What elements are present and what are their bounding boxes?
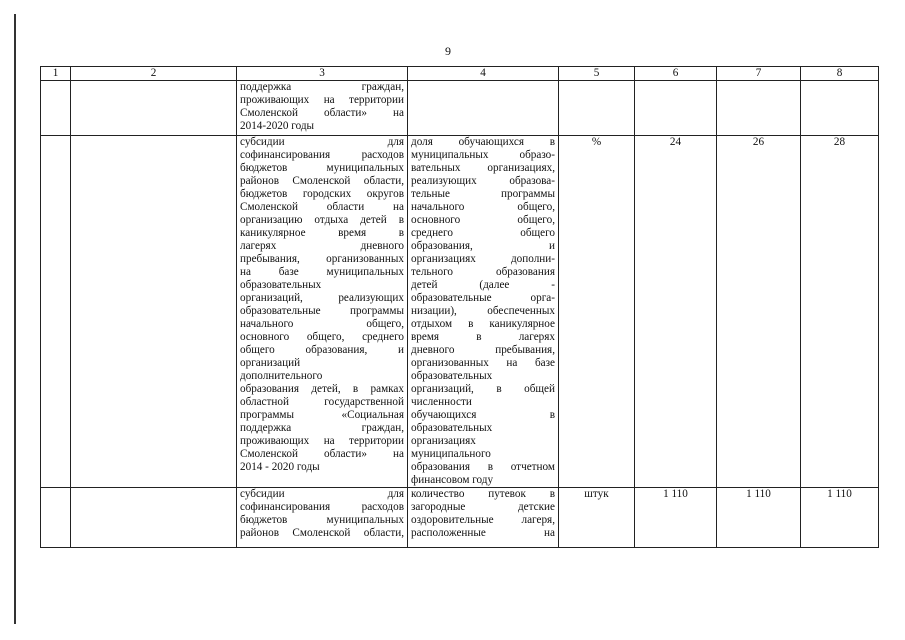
text-line: муниципального (411, 448, 491, 460)
header-col-2: 2 (71, 67, 237, 81)
text-line: лагерях дневного (240, 240, 404, 252)
text-line: организованных на базе (411, 357, 555, 369)
header-col-8: 8 (801, 67, 879, 81)
text-line: образовательных (240, 279, 322, 291)
text-line: образования, и (411, 240, 555, 252)
text-line: среднего общего (411, 227, 555, 239)
text-line: основного общего, среднего (240, 331, 404, 343)
text-line: обучающихся в (411, 409, 555, 421)
cell-value-3: 28 (801, 136, 879, 488)
text-line: организаций, реализующих (240, 292, 404, 304)
header-row (41, 67, 879, 81)
text-line: районов Смоленской области, (240, 175, 404, 187)
text-line: организациях дополни- (411, 253, 555, 265)
text-line: отдыхом в каникулярное (411, 318, 555, 330)
cell-indicator (408, 81, 559, 136)
header-col-7: 7 (717, 67, 801, 81)
text-line: проживающих на территории (240, 435, 404, 447)
text-line: проживающих на территории (240, 94, 404, 106)
text-line: расположенные на (411, 527, 555, 539)
text-line: образовательные орга- (411, 292, 555, 304)
page-margin-line (14, 14, 16, 624)
cell-value-2 (717, 81, 801, 136)
text-line: районов Смоленской области, (240, 527, 404, 539)
text-line: бюджетов муниципальных (240, 514, 404, 526)
cell-col1 (41, 136, 71, 488)
text-line: начального общего, (411, 201, 555, 213)
cell-value-1 (635, 81, 717, 136)
cell-col1 (41, 488, 71, 548)
cell-unit (559, 81, 635, 136)
text-line: низации), обеспеченных (411, 305, 555, 317)
text-line: образовательные программы (240, 305, 404, 317)
text-line: вательных организациях, (411, 162, 555, 174)
cell-description-text (240, 488, 404, 547)
text-line: областной государственной (240, 396, 404, 408)
text-line: поддержка граждан, (240, 422, 404, 434)
text-line: софинансирования расходов (240, 501, 404, 513)
text-line: начального общего, (240, 318, 404, 330)
cell-value-1: 24 (635, 136, 717, 488)
text-line: 2014-2020 годы (240, 120, 315, 132)
text-line: основного общего, (411, 214, 555, 226)
cell-indicator (408, 488, 559, 548)
page-number: 9 (445, 44, 451, 58)
text-line: образования детей, в рамках (240, 383, 404, 395)
header-col-4: 4 (408, 67, 559, 81)
text-line: численности (411, 396, 472, 408)
cell-unit: % (559, 136, 635, 488)
text-line: софинансирования расходов (240, 149, 404, 161)
text-line: организацию отдыха детей в (240, 214, 404, 226)
text-line: Смоленской области на (240, 201, 404, 213)
text-line: оздоровительные лагеря, (411, 514, 555, 526)
header-col-5: 5 (559, 67, 635, 81)
cell-description (237, 488, 408, 548)
text-line: организаций (240, 357, 301, 369)
cell-col2 (71, 81, 237, 136)
text-line: поддержка граждан, (240, 81, 404, 93)
cell-indicator-text (411, 488, 555, 547)
text-line: Смоленской области» на (240, 448, 404, 460)
cell-col1 (41, 81, 71, 136)
text-line: финансовом году (411, 474, 494, 486)
text-line: тельные программы (411, 188, 555, 200)
text-line: образовательных (411, 422, 493, 434)
text-line: реализующих образова- (411, 175, 555, 187)
text-line: детей (далее - (411, 279, 555, 291)
cell-unit: штук (559, 488, 635, 548)
header-col-6: 6 (635, 67, 717, 81)
text-line: программы «Социальная (240, 409, 404, 421)
cell-value-2: 26 (717, 136, 801, 488)
cell-value-3: 1 110 (801, 488, 879, 548)
text-line: количество путевок в (411, 488, 555, 500)
text-line: Смоленской области» на (240, 107, 404, 119)
cell-value-3 (801, 81, 879, 136)
cell-value-1: 1 110 (635, 488, 717, 548)
cell-col2 (71, 136, 237, 488)
text-line: 2014 - 2020 годы (240, 461, 320, 473)
text-line: доля обучающихся в (411, 136, 555, 148)
cell-indicator (408, 136, 559, 488)
header-col-3: 3 (237, 67, 408, 81)
text-line: тельного образования (411, 266, 555, 278)
text-line: каникулярное время в (240, 227, 404, 239)
cell-description (237, 81, 408, 136)
text-line: загородные детские (411, 501, 555, 513)
text-line: организаций, в общей (411, 383, 555, 395)
table-row (41, 488, 879, 548)
text-line: дневного пребывания, (411, 344, 555, 356)
cell-description (237, 136, 408, 488)
text-line: субсидии для (240, 136, 404, 148)
text-line: муниципальных образо- (411, 149, 555, 161)
text-line: бюджетов городских округов (240, 188, 404, 200)
text-line: образовательных (411, 370, 493, 382)
header-col-1: 1 (41, 67, 71, 81)
text-line: субсидии для (240, 488, 404, 500)
text-line: общего образования, и (240, 344, 404, 356)
text-line: на базе муниципальных (240, 266, 404, 278)
program-table (40, 66, 879, 548)
text-line: образования в отчетном (411, 461, 555, 473)
table-row (41, 136, 879, 488)
text-line: время в лагерях (411, 331, 555, 343)
cell-col2 (71, 488, 237, 548)
cell-value-2: 1 110 (717, 488, 801, 548)
text-line: организациях (411, 435, 476, 447)
text-line: дополнительного (240, 370, 323, 382)
table-row (41, 81, 879, 136)
text-line: бюджетов муниципальных (240, 162, 404, 174)
text-line: пребывания, организованных (240, 253, 404, 265)
